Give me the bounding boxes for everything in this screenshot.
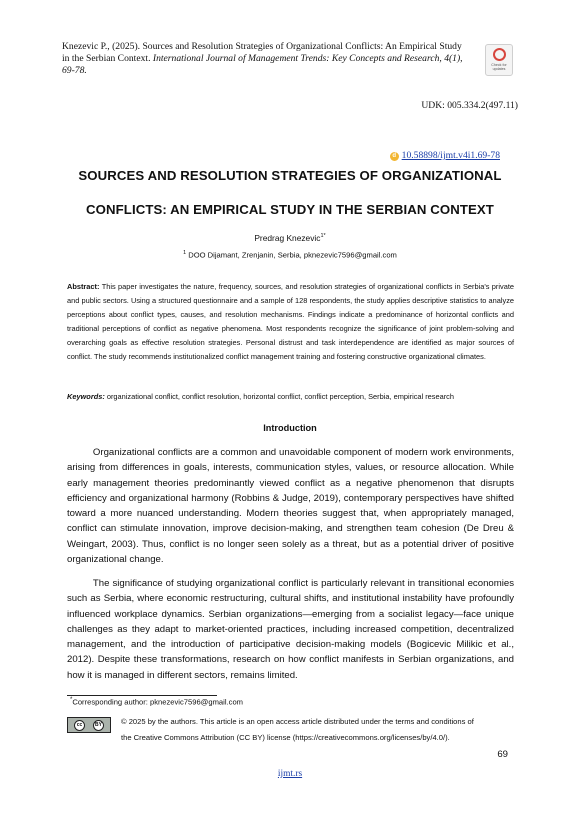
udk-code: UDK: 005.334.2(497.11)	[421, 100, 518, 111]
abstract	[67, 280, 514, 363]
license-line-2: the Creative Commons Attribution (CC BY) license (https://creativecommons.org/licenses/by/4.0/).	[121, 733, 450, 742]
author-line	[0, 233, 580, 243]
doi-line	[390, 150, 500, 161]
keywords-label: Keywords:	[67, 392, 105, 401]
license-text	[121, 714, 521, 746]
intro-paragraph-1: Organizational conflicts are a common and unavoidable component of modern work environments, arising from differences in goals, interests, communication styles, values, or resource allocation. While early management theories predominantly viewed conflict as a negative phenomenon that disrupts efficiency and organizational harmony (Robbins & Judge, 2019), contemporary perspectives have shifted toward a more nuanced understanding. Modern theories suggest that, when appropriately managed, conflict can stimulate innovation, improve decision-making, and strengthen team cohesion (De Dreu & Weingart, 2003). Thus, conflict is no longer seen solely as a threat, but as a potential driver of positive organizational change.	[67, 447, 514, 565]
check-for-updates-badge[interactable]	[485, 44, 513, 76]
badge-label: Check for updates	[491, 63, 507, 71]
by-icon: BY	[93, 720, 104, 731]
author-mark: 1*	[320, 233, 326, 240]
footnote	[70, 697, 243, 707]
keywords-text: organizational conflict, conflict resolution, horizontal conflict, conflict perception, Serbia, empirical research	[104, 392, 454, 401]
page-number: 69	[497, 749, 508, 760]
footer	[0, 769, 580, 779]
footnote-mark: *	[70, 697, 73, 703]
update-ring-icon	[493, 48, 506, 61]
journal-name: International Journal of Management Trends: Key Concepts and Research, 4(1), 69-78.	[62, 53, 463, 76]
section-heading: Introduction	[263, 423, 317, 433]
doi-icon: d	[390, 152, 399, 161]
footnote-text: Corresponding author: pknezevic7596@gmail.com	[72, 697, 243, 707]
intro-paragraph-2: The significance of studying organizational conflict is particularly relevant in transitional economies such as Serbia, where economic restructuring, cultural shifts, and institutional instability have profoundly influenced workplace dynamics. Serbian organizations—emerging from a socialist legacy—face unique challenges as they adapt to market-oriented practices, including increased competition, decentralized management, and the introduction of participative decision-making models (Bogicevic Milikic et al., 2012). Despite these transformations, research on how conflict manifests in Serbian organizations, and how it is managed in different sectors, remains limited.	[67, 578, 514, 681]
abstract-label: Abstract:	[67, 282, 100, 291]
citation-text: Knezevic P., (2025). Sources and Resolution Strategies of Organizational Conflicts: An Empirical Study in the Serbian Context.	[62, 41, 462, 64]
affiliation-text: DOO Dijamant, Zrenjanin, Serbia, pknezevic7596@gmail.com	[186, 250, 397, 260]
paper-title-line-1: SOURCES AND RESOLUTION STRATEGIES OF ORGANIZATIONAL	[78, 168, 502, 183]
author-name: Predrag Knezevic	[254, 233, 321, 243]
footer-link[interactable]: ijmt.rs	[277, 769, 303, 779]
footnote-divider	[67, 695, 217, 696]
paper-title-line-2: CONFLICTS: AN EMPIRICAL STUDY IN THE SERBIAN CONTEXT	[86, 202, 494, 217]
citation-header	[62, 41, 470, 77]
abstract-text: This paper investigates the nature, frequency, sources, and resolution strategies of organizational conflicts in Serbia's private and public sectors. Using a structured questionnaire and a sample of 128 respondents, the study applies descriptive statistics to analyze perceptions about conflict types, causes, and resolution mechanisms. Findings indicate a predominance of horizontal conflicts and traditional perceptions of conflict as negative phenomena. Most respondents recognize the significance of joint problem-solving and overarching goals as effective resolution strategies. Personal distrust and task interdependence are identified as major sources of conflict. The study recommends institutionalized conflict management training and fostering constructive organizational climates.	[67, 282, 514, 361]
keywords	[67, 391, 514, 403]
affiliation-mark: 1	[183, 250, 187, 256]
license-line-1: © 2025 by the authors. This article is an open access article distributed under the terms and conditions of	[121, 717, 474, 726]
doi-link[interactable]: 10.58898/ijmt.v4i1.69-78	[401, 150, 500, 161]
cc-by-license-icon[interactable]	[67, 717, 111, 733]
cc-icon: cc	[74, 720, 85, 731]
affiliation-line	[0, 250, 580, 260]
